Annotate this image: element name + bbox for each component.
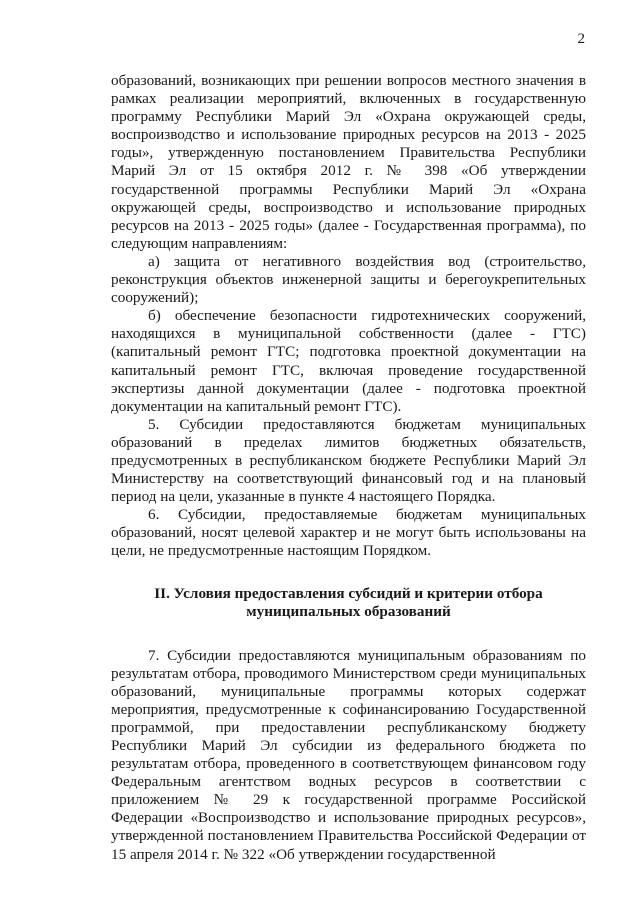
section-heading-line-2: муниципальных образований bbox=[246, 603, 451, 621]
page-number: 2 bbox=[577, 31, 585, 47]
paragraph-5: 5. Субсидии предоставляются бюджетам муниципальных образований в пределах лимитов бюджетных обязательств, предусмотренных в республиканском бюджете Республики Марий Эл Министерству на соответствующий финансовый год и на плановый период на цели, указанные в пункте 4 настоящего Порядка. bbox=[111, 415, 586, 506]
document-body bbox=[111, 72, 586, 864]
section-heading bbox=[111, 585, 586, 622]
paragraph-6: 6. Субсидии, предоставляемые бюджетам муниципальных образований, носят целевой характер и не могут быть использованы на цели, не предусмотренные настоящим Порядком. bbox=[111, 506, 586, 560]
paragraph-continuation: образований, возникающих при решении вопросов местного значения в рамках реализации мероприятий, включенных в государственную программу Республики Марий Эл «Охрана окружающей среды, воспроизводство и использование природных ресурсов на 2013 - 2025 годы», утвержденную постановлением Правительства Республики Марий Эл от 15 октября 2012 г. № 398 «Об утверждении государственной программы Республики Марий Эл «Охрана окружающей среды, воспроизводство и использование природных ресурсов на 2013 - 2025 годы» (далее - Государственная программа), по следующим направлениям: bbox=[111, 72, 586, 252]
paragraph-7: 7. Субсидии предоставляются муниципальным образованиям по результатам отбора, проводимого Министерством среди муниципальных образований, муниципальные программы которых содержат мероприятия, предусмотренные к софинансированию Государственной программой, при предоставлении республиканскому бюджету Республики Марий Эл субсидии из федерального бюджета по результатам отбора, проведенного в соответствующем финансовом году Федеральным агентством водных ресурсов в соответствии с приложением № 29 к государственной программе Российской Федерации «Воспроизводство и использование природных ресурсов», утвержденной постановлением Правительства Российской Федерации от 15 апреля 2014 г. № 322 «Об утверждении государственной bbox=[111, 646, 586, 863]
paragraph-item-b: б) обеспечение безопасности гидротехнических сооружений, находящихся в муниципальной собственности (далее - ГТС) (капитальный ремонт ГТС; подготовка проектной документации на капитальный ремонт ГТС, включая проведение государственной экспертизы данной документации (далее - подготовка проектной документации на капитальный ремонт ГТС). bbox=[111, 307, 586, 415]
paragraph-item-a: а) защита от негативного воздействия вод (строительство, реконструкция объектов инженерной защиты и берегоукрепительных сооружений); bbox=[111, 252, 586, 307]
section-heading-line-1: II. Условия предоставления субсидий и критерии отбора bbox=[154, 584, 543, 602]
